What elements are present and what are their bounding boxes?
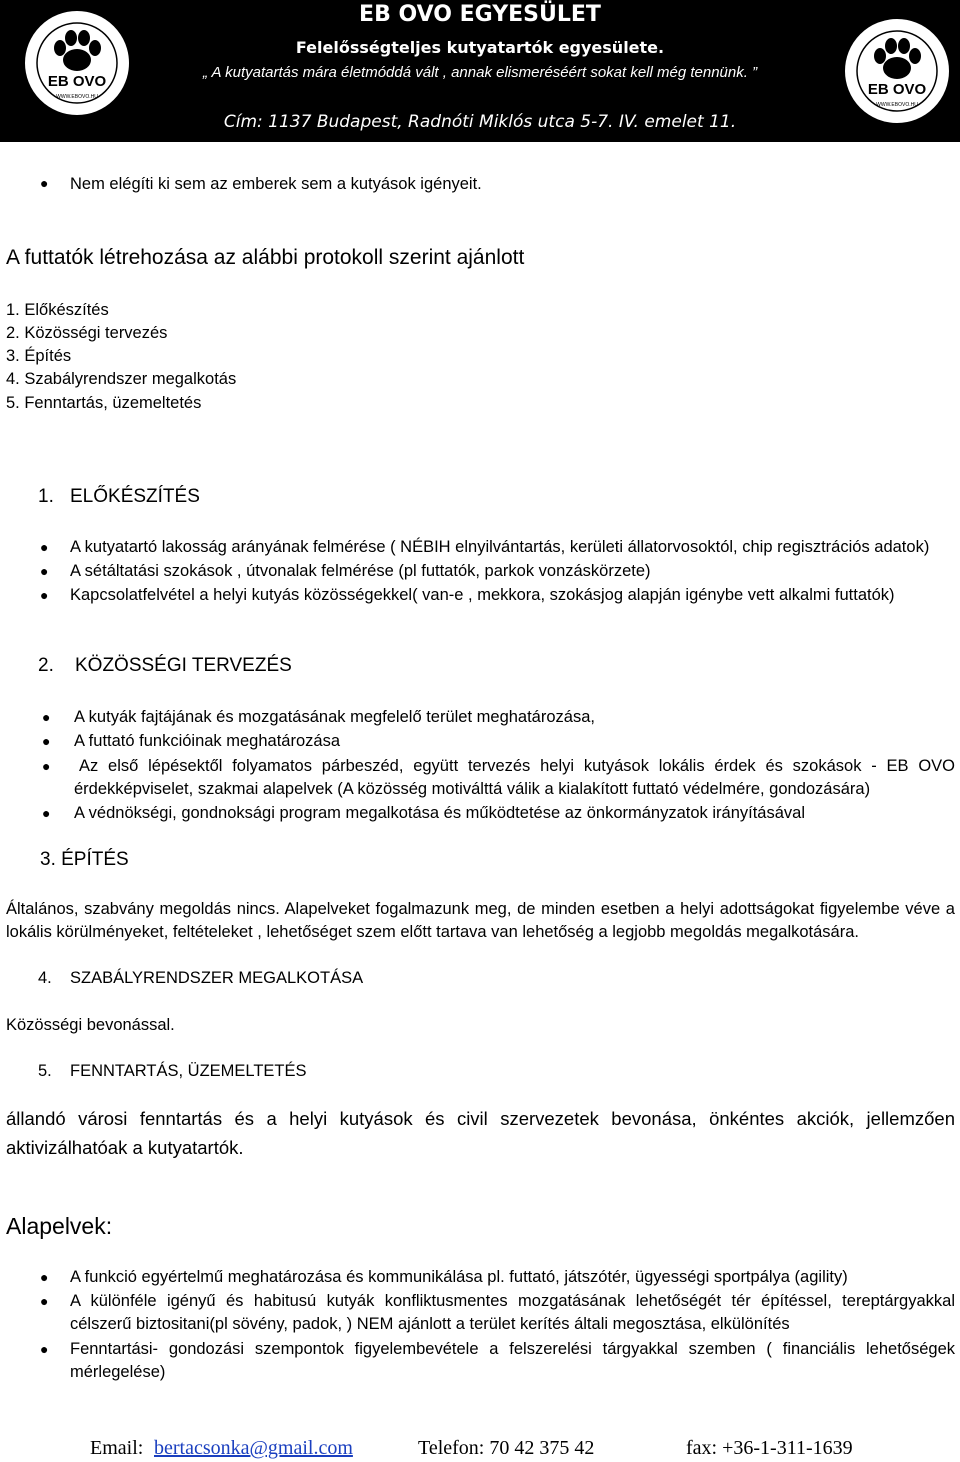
- section2-number: 2.: [38, 655, 54, 676]
- protocol-item: 5. Fenntartás, üzemeltetés: [6, 394, 202, 412]
- eb-ovo-logo-right: [842, 16, 952, 126]
- bullet-icon: ●: [40, 1293, 49, 1309]
- logo-name: EB OVO: [47, 73, 107, 90]
- bullet-icon: ●: [42, 805, 51, 821]
- footer-fax: fax: +36-1-311-1639: [686, 1437, 853, 1459]
- principles-bullet-cont: mérlegelése): [70, 1363, 166, 1381]
- protocol-title: A futtatók létrehozása az alábbi protokoll szerint ajánlott: [6, 246, 525, 269]
- principles-bullet: Fenntartási- gondozási szempontok figyelembevétele a felszerelési tárgyakkal szemben ( financiális lehetőségek: [70, 1340, 955, 1358]
- footer-email-label: Email:: [90, 1437, 144, 1459]
- bullet-icon: ●: [40, 1341, 49, 1357]
- bullet-icon: ●: [42, 709, 51, 725]
- footer-phone: Telefon: 70 42 375 42: [418, 1437, 595, 1459]
- bullet-icon: ●: [40, 175, 49, 191]
- section3-paragraph-line: Általános, szabvány megoldás nincs. Alapelveket fogalmazunk meg, de minden esetben a helyi adottságokat figyelembe véve a: [6, 900, 955, 918]
- protocol-item: 3. Építés: [6, 347, 72, 365]
- section3-paragraph-line: lokális körülményeket, feltételeket , lehetőséget szem előtt tartava van lehetőség a legjobb megoldás megalkotására.: [6, 923, 859, 941]
- section2-bullet: A kutyák fajtájának és mozgatásának megfelelő terület meghatározása,: [74, 708, 595, 726]
- org-subtitle: Felelősségteljes kutyatartók egyesülete.: [295, 38, 665, 57]
- principles-bullet: A különféle igényű és habitusú kutyák konfliktusmentes mozgatásának lehetőségét tér építéssel, tereptárgyakkal: [70, 1292, 955, 1310]
- section5-paragraph-line: aktivizálhatóak a kutyatartók.: [6, 1137, 244, 1158]
- section2-title: KÖZÖSSÉGI TERVEZÉS: [75, 655, 292, 676]
- section5-title: FENNTARTÁS, ÜZEMELTETÉS: [70, 1062, 307, 1080]
- org-name: EB OVO EGYESÜLET: [359, 2, 601, 27]
- logo-url: WWW.EBOVO.HU: [56, 94, 98, 100]
- protocol-item: 4. Szabályrendszer megalkotás: [6, 370, 237, 388]
- section4-number: 4.: [38, 969, 52, 987]
- letterhead: [0, 0, 960, 140]
- section4-title: SZABÁLYRENDSZER MEGALKOTÁSA: [70, 969, 364, 987]
- bullet-icon: ●: [40, 1269, 49, 1285]
- protocol-item: 2. Közösségi tervezés: [6, 324, 168, 342]
- principles-bullet-cont: célszerű biztositani(pl sövény, padok, ) NEM ajánlott a terület kerítés általi megosztása, elkülönítés: [70, 1315, 790, 1333]
- section2-bullet: Az első lépésektől folyamatos párbeszéd, együtt tervezés helyi kutyások lokális érdek és szokások - EB OVO: [79, 757, 955, 775]
- logo-name: EB OVO: [867, 81, 927, 98]
- bullet-icon: ●: [40, 539, 49, 555]
- section1-bullet: A kutyatartó lakosság arányának felmérése ( NÉBIH elnyilvántartás, kerületi állatorvosoktól, chip regisztrációs adatok): [70, 538, 930, 556]
- section4-text: Közösségi bevonással.: [6, 1016, 175, 1034]
- section3-title: 3. ÉPÍTÉS: [40, 849, 129, 870]
- section5-number: 5.: [38, 1062, 52, 1080]
- section1-number: 1.: [38, 486, 54, 507]
- bullet-icon: ●: [40, 563, 49, 579]
- bullet-icon: ●: [42, 733, 51, 749]
- logo-url: WWW.EBOVO.HU: [876, 102, 918, 108]
- section2-bullet-cont: érdekképviselet, szakmai alapelvek (A közösség motiválttá válik a kialakított futtató védelmére, gondozására): [74, 780, 871, 798]
- protocol-item: 1. Előkészítés: [6, 301, 109, 319]
- org-address: Cím: 1137 Budapest, Radnóti Miklós utca 5-7. IV. emelet 11.: [223, 112, 737, 132]
- principles-bullet: A funkció egyértelmű meghatározása és kommunikálása pl. futtató, játszótér, ügyességi sportpálya (agility): [70, 1268, 848, 1286]
- section1-bullet: Kapcsolatfelvétel a helyi kutyás közösségekkel( van-e , mekkora, szokásjog alapján igénybe vett alkalmi futtatók): [70, 586, 895, 604]
- org-motto: „ A kutyatartás mára életmóddá vált , annak elismeréséért sokat kell még tennünk. ”: [202, 64, 758, 81]
- intro-bullet-text: Nem elégíti ki sem az emberek sem a kutyások igényeit.: [70, 175, 482, 193]
- principles-title: Alapelvek:: [6, 1213, 113, 1239]
- bullet-icon: ●: [42, 758, 51, 774]
- section1-title: ELŐKÉSZÍTÉS: [70, 486, 200, 507]
- section1-bullet: A sétáltatási szokások , útvonalak felmérése (pl futtatók, parkok vonzáskörzete): [70, 562, 651, 580]
- section2-bullet: A védnökségi, gondnoksági program megalkotása és működtetése az önkormányzatok irányításával: [74, 804, 805, 822]
- header-divider: [0, 140, 960, 142]
- eb-ovo-logo-left: [22, 8, 132, 118]
- footer-email-link[interactable]: bertacsonka@gmail.com: [154, 1437, 353, 1459]
- section2-bullet: A futtató funkcióinak meghatározása: [74, 732, 340, 750]
- section5-paragraph-line: állandó városi fenntartás és a helyi kutyások és civil szervezetek bevonása, önkéntes akciók, jellemzően: [6, 1108, 955, 1129]
- bullet-icon: ●: [40, 587, 49, 603]
